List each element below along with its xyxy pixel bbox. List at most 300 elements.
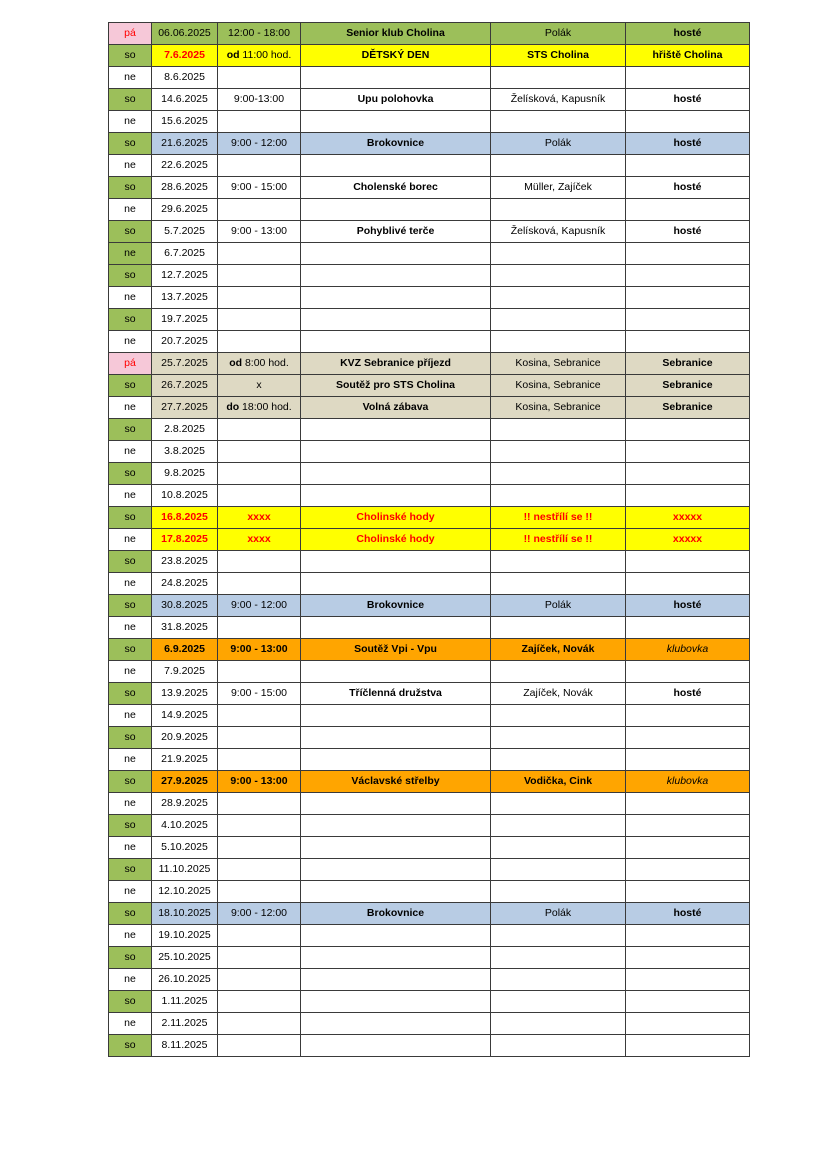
cell-event xyxy=(301,331,491,353)
cell-event: Cholenské borec xyxy=(301,177,491,199)
cell-organizers xyxy=(491,573,626,595)
cell-organizers xyxy=(491,661,626,683)
cell-date: 2.11.2025 xyxy=(152,1013,218,1035)
cell-day: ne xyxy=(109,529,152,551)
cell-day: so xyxy=(109,991,152,1013)
cell-date: 20.7.2025 xyxy=(152,331,218,353)
cell-date: 26.7.2025 xyxy=(152,375,218,397)
cell-organizers xyxy=(491,859,626,881)
cell-organizers xyxy=(491,309,626,331)
table-row xyxy=(109,23,750,45)
cell-organizers xyxy=(491,331,626,353)
cell-event: Volná zábava xyxy=(301,397,491,419)
cell-day: ne xyxy=(109,287,152,309)
cell-date: 31.8.2025 xyxy=(152,617,218,639)
cell-organizers: Kosina, Sebranice xyxy=(491,397,626,419)
cell-organizers xyxy=(491,793,626,815)
cell-organizers: Kosina, Sebranice xyxy=(491,353,626,375)
cell-date: 21.9.2025 xyxy=(152,749,218,771)
cell-time xyxy=(218,573,301,595)
table-row xyxy=(109,1035,750,1057)
cell-day: so xyxy=(109,507,152,529)
cell-time: 12:00 - 18:00 xyxy=(218,23,301,45)
table-row xyxy=(109,991,750,1013)
cell-event xyxy=(301,419,491,441)
table-row xyxy=(109,353,750,375)
cell-place xyxy=(626,485,750,507)
cell-date: 19.10.2025 xyxy=(152,925,218,947)
cell-day: ne xyxy=(109,243,152,265)
cell-date: 2.8.2025 xyxy=(152,419,218,441)
cell-event: Senior klub Cholina xyxy=(301,23,491,45)
cell-place xyxy=(626,705,750,727)
cell-date: 19.7.2025 xyxy=(152,309,218,331)
cell-date: 10.8.2025 xyxy=(152,485,218,507)
cell-date: 13.9.2025 xyxy=(152,683,218,705)
cell-event xyxy=(301,441,491,463)
cell-time: 9:00 - 13:00 xyxy=(218,221,301,243)
table-row xyxy=(109,793,750,815)
table-row xyxy=(109,375,750,397)
cell-organizers: !! nestřílí se !! xyxy=(491,529,626,551)
cell-day: so xyxy=(109,595,152,617)
cell-day: so xyxy=(109,771,152,793)
table-row xyxy=(109,1013,750,1035)
cell-organizers xyxy=(491,1035,626,1057)
cell-place: hosté xyxy=(626,903,750,925)
cell-date: 26.10.2025 xyxy=(152,969,218,991)
cell-place xyxy=(626,969,750,991)
cell-date: 7.9.2025 xyxy=(152,661,218,683)
table-row xyxy=(109,529,750,551)
cell-time xyxy=(218,837,301,859)
cell-organizers xyxy=(491,881,626,903)
table-row xyxy=(109,111,750,133)
cell-time xyxy=(218,111,301,133)
table-row xyxy=(109,683,750,705)
cell-organizers xyxy=(491,419,626,441)
cell-date: 1.11.2025 xyxy=(152,991,218,1013)
table-row xyxy=(109,485,750,507)
cell-place xyxy=(626,243,750,265)
cell-time xyxy=(218,1013,301,1035)
cell-place xyxy=(626,617,750,639)
cell-day: ne xyxy=(109,969,152,991)
table-row xyxy=(109,947,750,969)
cell-place xyxy=(626,573,750,595)
cell-event xyxy=(301,793,491,815)
cell-day: so xyxy=(109,1035,152,1057)
cell-date: 12.10.2025 xyxy=(152,881,218,903)
cell-event xyxy=(301,551,491,573)
cell-event xyxy=(301,859,491,881)
cell-date: 20.9.2025 xyxy=(152,727,218,749)
cell-date: 15.6.2025 xyxy=(152,111,218,133)
table-row xyxy=(109,551,750,573)
table-row xyxy=(109,925,750,947)
cell-time: x xyxy=(218,375,301,397)
cell-organizers xyxy=(491,749,626,771)
cell-place: Sebranice xyxy=(626,353,750,375)
cell-event xyxy=(301,1013,491,1035)
cell-place: klubovka xyxy=(626,771,750,793)
table-row xyxy=(109,177,750,199)
cell-date: 24.8.2025 xyxy=(152,573,218,595)
table-row xyxy=(109,573,750,595)
cell-event xyxy=(301,463,491,485)
cell-event xyxy=(301,837,491,859)
cell-place: hosté xyxy=(626,133,750,155)
cell-time xyxy=(218,925,301,947)
cell-event xyxy=(301,661,491,683)
schedule-table xyxy=(108,22,750,1057)
table-row xyxy=(109,441,750,463)
cell-time xyxy=(218,243,301,265)
cell-day: ne xyxy=(109,331,152,353)
cell-day: pá xyxy=(109,23,152,45)
cell-day: ne xyxy=(109,793,152,815)
cell-place xyxy=(626,331,750,353)
cell-place: hosté xyxy=(626,595,750,617)
cell-organizers xyxy=(491,991,626,1013)
cell-event: Tříčlenná družstva xyxy=(301,683,491,705)
cell-event xyxy=(301,243,491,265)
cell-time xyxy=(218,155,301,177)
table-row xyxy=(109,89,750,111)
table-row xyxy=(109,727,750,749)
cell-event xyxy=(301,925,491,947)
cell-organizers xyxy=(491,1013,626,1035)
cell-time xyxy=(218,265,301,287)
cell-time: 9:00 - 15:00 xyxy=(218,177,301,199)
cell-place xyxy=(626,749,750,771)
table-row xyxy=(109,661,750,683)
cell-event xyxy=(301,309,491,331)
cell-day: so xyxy=(109,815,152,837)
table-row xyxy=(109,463,750,485)
table-row xyxy=(109,45,750,67)
cell-place: hosté xyxy=(626,177,750,199)
cell-time xyxy=(218,947,301,969)
cell-event xyxy=(301,705,491,727)
cell-organizers xyxy=(491,485,626,507)
cell-date: 22.6.2025 xyxy=(152,155,218,177)
cell-day: so xyxy=(109,221,152,243)
cell-day: so xyxy=(109,727,152,749)
cell-date: 25.10.2025 xyxy=(152,947,218,969)
table-row xyxy=(109,903,750,925)
table-row xyxy=(109,859,750,881)
cell-date: 14.6.2025 xyxy=(152,89,218,111)
cell-event: DĚTSKÝ DEN xyxy=(301,45,491,67)
cell-date: 6.7.2025 xyxy=(152,243,218,265)
table-row xyxy=(109,969,750,991)
cell-day: so xyxy=(109,133,152,155)
cell-event xyxy=(301,265,491,287)
cell-time xyxy=(218,749,301,771)
cell-date: 25.7.2025 xyxy=(152,353,218,375)
cell-event xyxy=(301,287,491,309)
table-row xyxy=(109,419,750,441)
cell-place xyxy=(626,419,750,441)
cell-organizers xyxy=(491,265,626,287)
cell-time: 9:00-13:00 xyxy=(218,89,301,111)
cell-organizers xyxy=(491,947,626,969)
cell-place xyxy=(626,1013,750,1035)
cell-event xyxy=(301,1035,491,1057)
cell-day: so xyxy=(109,683,152,705)
cell-date: 8.6.2025 xyxy=(152,67,218,89)
cell-organizers xyxy=(491,551,626,573)
cell-date: 29.6.2025 xyxy=(152,199,218,221)
cell-time xyxy=(218,551,301,573)
cell-organizers: STS Cholina xyxy=(491,45,626,67)
cell-place xyxy=(626,793,750,815)
cell-place xyxy=(626,1035,750,1057)
cell-event: Brokovnice xyxy=(301,903,491,925)
cell-place xyxy=(626,859,750,881)
cell-organizers xyxy=(491,155,626,177)
cell-event: Brokovnice xyxy=(301,595,491,617)
cell-organizers xyxy=(491,199,626,221)
cell-time xyxy=(218,463,301,485)
cell-day: ne xyxy=(109,441,152,463)
cell-place: Sebranice xyxy=(626,375,750,397)
cell-event xyxy=(301,881,491,903)
cell-date: 14.9.2025 xyxy=(152,705,218,727)
cell-event: KVZ Sebranice příjezd xyxy=(301,353,491,375)
cell-event: Václavské střelby xyxy=(301,771,491,793)
cell-place: hosté xyxy=(626,221,750,243)
cell-time xyxy=(218,331,301,353)
cell-day: ne xyxy=(109,749,152,771)
cell-event xyxy=(301,815,491,837)
cell-place xyxy=(626,287,750,309)
cell-organizers: Vodička, Cink xyxy=(491,771,626,793)
table-row xyxy=(109,243,750,265)
cell-time: 9:00 - 12:00 xyxy=(218,133,301,155)
table-row xyxy=(109,837,750,859)
cell-day: ne xyxy=(109,705,152,727)
cell-organizers: Zajíček, Novák xyxy=(491,683,626,705)
cell-day: ne xyxy=(109,925,152,947)
cell-date: 4.10.2025 xyxy=(152,815,218,837)
cell-day: so xyxy=(109,177,152,199)
cell-day: ne xyxy=(109,199,152,221)
cell-organizers xyxy=(491,441,626,463)
cell-time xyxy=(218,419,301,441)
cell-day: so xyxy=(109,375,152,397)
cell-day: pá xyxy=(109,353,152,375)
cell-place xyxy=(626,925,750,947)
cell-day: so xyxy=(109,639,152,661)
cell-event xyxy=(301,199,491,221)
cell-place xyxy=(626,947,750,969)
cell-day: ne xyxy=(109,661,152,683)
cell-organizers xyxy=(491,815,626,837)
cell-event xyxy=(301,573,491,595)
cell-time xyxy=(218,991,301,1013)
table-row xyxy=(109,617,750,639)
cell-time: xxxx xyxy=(218,507,301,529)
table-row xyxy=(109,507,750,529)
table-row xyxy=(109,133,750,155)
cell-day: ne xyxy=(109,617,152,639)
table-row xyxy=(109,815,750,837)
cell-time xyxy=(218,617,301,639)
cell-time xyxy=(218,1035,301,1057)
cell-place: hřiště Cholina xyxy=(626,45,750,67)
cell-organizers xyxy=(491,111,626,133)
cell-place xyxy=(626,309,750,331)
cell-place xyxy=(626,265,750,287)
cell-time: 9:00 - 12:00 xyxy=(218,903,301,925)
cell-date: 06.06.2025 xyxy=(152,23,218,45)
cell-organizers: Polák xyxy=(491,595,626,617)
cell-day: so xyxy=(109,265,152,287)
table-row xyxy=(109,155,750,177)
cell-time xyxy=(218,815,301,837)
cell-day: so xyxy=(109,947,152,969)
cell-place xyxy=(626,661,750,683)
cell-event xyxy=(301,111,491,133)
table-row xyxy=(109,221,750,243)
cell-organizers xyxy=(491,969,626,991)
cell-organizers: Polák xyxy=(491,23,626,45)
cell-day: ne xyxy=(109,881,152,903)
cell-date: 7.6.2025 xyxy=(152,45,218,67)
cell-event xyxy=(301,991,491,1013)
cell-day: ne xyxy=(109,1013,152,1035)
table-row xyxy=(109,881,750,903)
table-row xyxy=(109,67,750,89)
cell-date: 17.8.2025 xyxy=(152,529,218,551)
cell-day: so xyxy=(109,551,152,573)
cell-place: hosté xyxy=(626,23,750,45)
cell-place xyxy=(626,155,750,177)
cell-place: klubovka xyxy=(626,639,750,661)
cell-date: 5.10.2025 xyxy=(152,837,218,859)
cell-place xyxy=(626,815,750,837)
cell-event: Upu polohovka xyxy=(301,89,491,111)
cell-organizers: Želísková, Kapusník xyxy=(491,221,626,243)
cell-time xyxy=(218,727,301,749)
cell-time xyxy=(218,199,301,221)
cell-place: hosté xyxy=(626,89,750,111)
cell-date: 27.9.2025 xyxy=(152,771,218,793)
cell-date: 13.7.2025 xyxy=(152,287,218,309)
table-row xyxy=(109,397,750,419)
cell-organizers xyxy=(491,287,626,309)
table-row xyxy=(109,287,750,309)
cell-event xyxy=(301,485,491,507)
cell-organizers xyxy=(491,67,626,89)
cell-time: 9:00 - 12:00 xyxy=(218,595,301,617)
cell-day: ne xyxy=(109,573,152,595)
cell-event xyxy=(301,969,491,991)
cell-day: so xyxy=(109,89,152,111)
cell-place xyxy=(626,837,750,859)
cell-place xyxy=(626,111,750,133)
cell-organizers xyxy=(491,925,626,947)
cell-organizers xyxy=(491,243,626,265)
cell-time xyxy=(218,661,301,683)
cell-day: ne xyxy=(109,397,152,419)
table-row xyxy=(109,771,750,793)
cell-organizers xyxy=(491,727,626,749)
cell-event xyxy=(301,749,491,771)
cell-place xyxy=(626,551,750,573)
table-row xyxy=(109,639,750,661)
cell-time: xxxx xyxy=(218,529,301,551)
cell-date: 21.6.2025 xyxy=(152,133,218,155)
cell-date: 23.8.2025 xyxy=(152,551,218,573)
cell-place: xxxxx xyxy=(626,507,750,529)
cell-date: 16.8.2025 xyxy=(152,507,218,529)
cell-time xyxy=(218,859,301,881)
cell-time xyxy=(218,969,301,991)
cell-date: 30.8.2025 xyxy=(152,595,218,617)
cell-time: od 8:00 hod. xyxy=(218,353,301,375)
cell-time xyxy=(218,793,301,815)
cell-place xyxy=(626,991,750,1013)
cell-place xyxy=(626,67,750,89)
cell-time xyxy=(218,287,301,309)
cell-date: 6.9.2025 xyxy=(152,639,218,661)
cell-day: ne xyxy=(109,155,152,177)
cell-event xyxy=(301,155,491,177)
cell-organizers: Zajíček, Novák xyxy=(491,639,626,661)
cell-time xyxy=(218,705,301,727)
cell-date: 28.6.2025 xyxy=(152,177,218,199)
cell-time xyxy=(218,881,301,903)
cell-organizers xyxy=(491,617,626,639)
cell-event: Brokovnice xyxy=(301,133,491,155)
table-row xyxy=(109,265,750,287)
cell-day: so xyxy=(109,45,152,67)
table-row xyxy=(109,199,750,221)
cell-organizers: Polák xyxy=(491,133,626,155)
cell-time xyxy=(218,67,301,89)
table-row xyxy=(109,705,750,727)
cell-time: 9:00 - 13:00 xyxy=(218,639,301,661)
cell-day: ne xyxy=(109,837,152,859)
table-row xyxy=(109,331,750,353)
cell-time: 9:00 - 13:00 xyxy=(218,771,301,793)
cell-day: so xyxy=(109,859,152,881)
cell-day: ne xyxy=(109,67,152,89)
cell-day: ne xyxy=(109,485,152,507)
cell-organizers: Kosina, Sebranice xyxy=(491,375,626,397)
cell-event: Cholinské hody xyxy=(301,529,491,551)
cell-organizers: Polák xyxy=(491,903,626,925)
cell-place xyxy=(626,463,750,485)
cell-time xyxy=(218,441,301,463)
cell-event: Cholinské hody xyxy=(301,507,491,529)
cell-date: 11.10.2025 xyxy=(152,859,218,881)
cell-time xyxy=(218,485,301,507)
table-row xyxy=(109,595,750,617)
cell-event xyxy=(301,727,491,749)
cell-date: 27.7.2025 xyxy=(152,397,218,419)
cell-day: so xyxy=(109,463,152,485)
cell-time: od 11:00 hod. xyxy=(218,45,301,67)
cell-event: Soutěž pro STS Cholina xyxy=(301,375,491,397)
cell-event xyxy=(301,67,491,89)
cell-day: ne xyxy=(109,111,152,133)
cell-organizers: !! nestřílí se !! xyxy=(491,507,626,529)
table-row xyxy=(109,749,750,771)
